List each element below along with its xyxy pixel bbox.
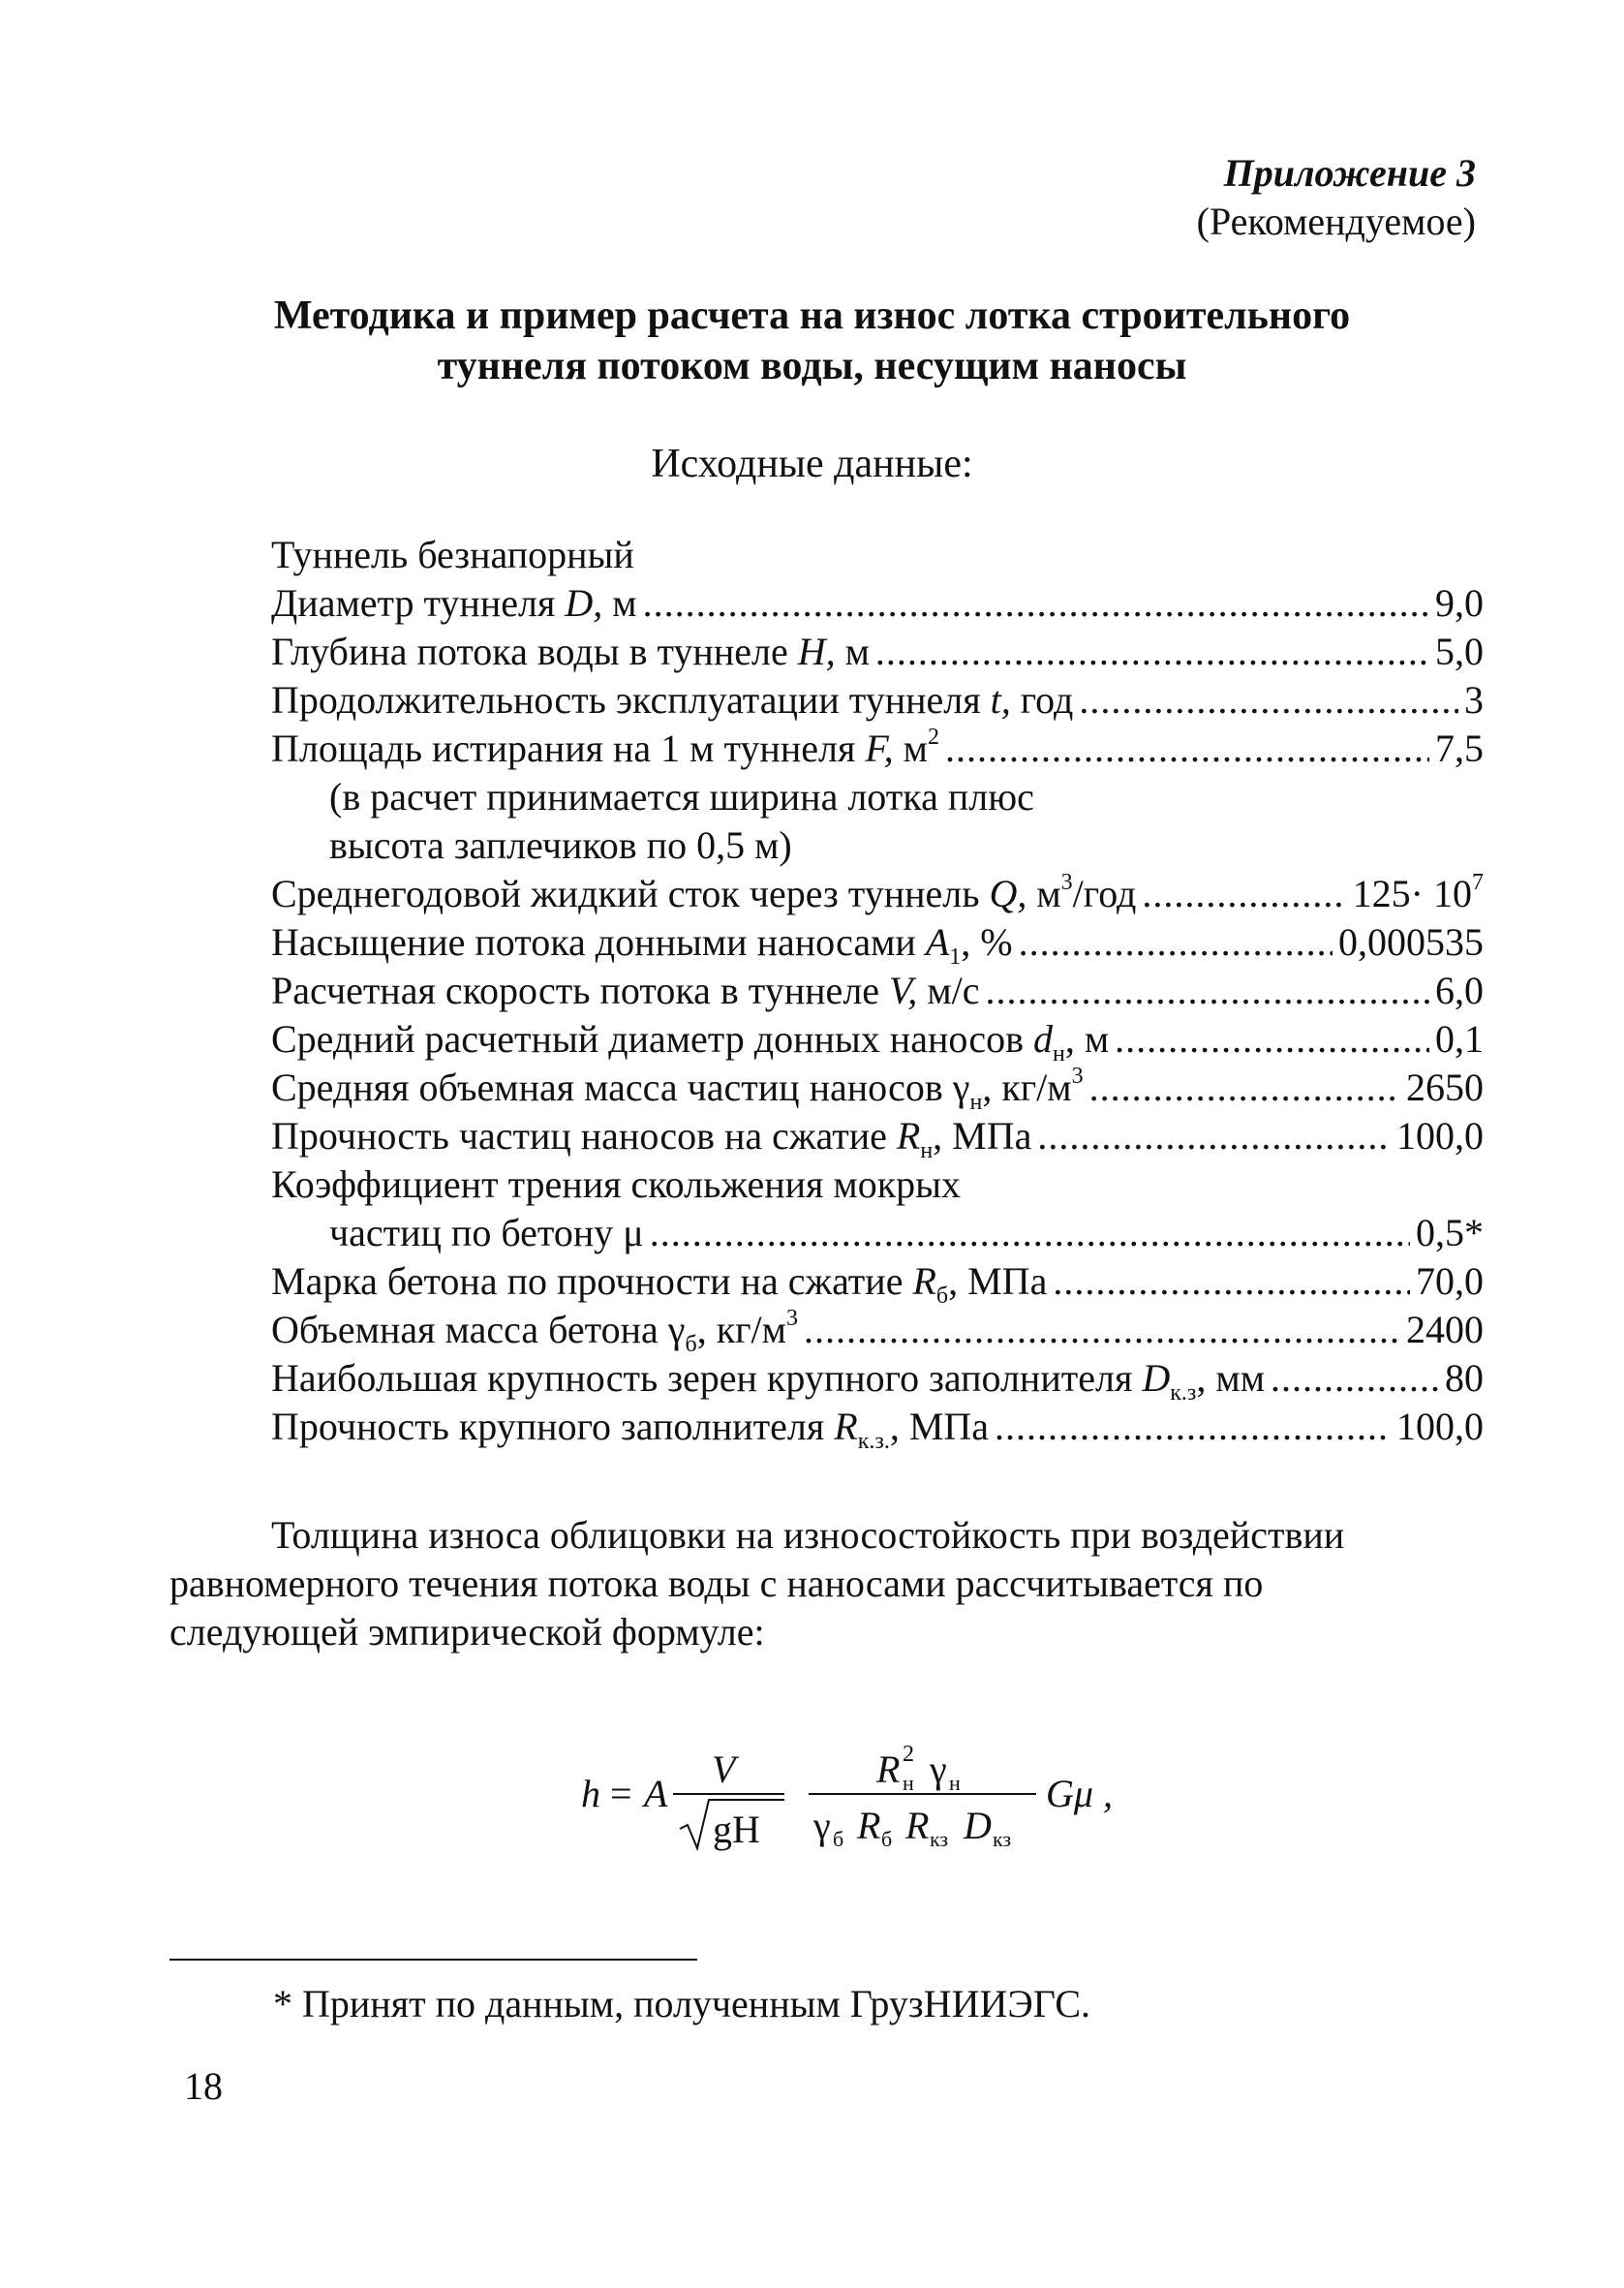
- param-symbol: D,: [565, 581, 603, 625]
- title-line-1: Методика и пример расчета на износ лотка строительного: [273, 294, 1351, 338]
- param-symbol: H,: [797, 630, 836, 673]
- paragraph-line-2: равномерного течения потока воды с наносами рассчитывается по: [169, 1561, 1264, 1605]
- formula-num-r-sub: н: [903, 1771, 914, 1795]
- paragraph-line-1: Толщина износа облицовки на износостойкость при воздействии: [271, 1513, 1345, 1557]
- param-value: 80: [1445, 1356, 1484, 1400]
- param-label: Продолжительность эксплуатации туннеля: [271, 678, 981, 722]
- param-symbol: A: [925, 920, 950, 964]
- param-friction: [271, 1209, 1484, 1257]
- param-label: Площадь истирания на 1 м туннеля: [271, 727, 856, 770]
- formula-den-d: D: [964, 1804, 992, 1847]
- subscript: к.з.: [857, 1429, 890, 1454]
- param-runoff: [271, 870, 1484, 918]
- leader-dots: [1115, 1015, 1429, 1064]
- leader-dots: [986, 967, 1430, 1015]
- param-unit: , м: [1064, 1017, 1110, 1061]
- param-symbol: μ: [623, 1211, 644, 1254]
- footnote: * Принят по данным, полученным ГрузНИИЭГС.: [273, 1982, 1091, 2025]
- formula-den-r2-sub: кз: [930, 1827, 949, 1851]
- param-unit: , МПа: [933, 1114, 1032, 1158]
- param-symbol: t,: [990, 678, 1011, 722]
- param-unit: , кг/м: [982, 1066, 1072, 1109]
- formula-den-gamma: γ: [813, 1804, 831, 1847]
- param-label: частиц по бетону: [329, 1211, 614, 1254]
- param-label: Туннель безнапорный: [271, 533, 634, 576]
- param-unit: м: [903, 727, 928, 770]
- recommended-label: (Рекомендуемое): [1196, 200, 1476, 243]
- param-symbol: γ: [952, 1066, 970, 1109]
- subscript: к.з: [1170, 1380, 1197, 1406]
- param-tunnel-type: [271, 531, 1484, 579]
- param-symbol: R: [912, 1259, 936, 1303]
- param-area-note-1: (в расчет принимается ширина лотка плюс: [329, 775, 1034, 819]
- wear-formula: [542, 1724, 1220, 1860]
- formula-lhs: h: [581, 1772, 600, 1815]
- param-unit: , %: [961, 920, 1013, 964]
- leader-dots: [1089, 1064, 1400, 1112]
- param-area: [271, 725, 1484, 773]
- param-unit: м/с: [927, 969, 980, 1012]
- formula-den-r1-sub: б: [881, 1827, 893, 1851]
- superscript: 7: [1472, 869, 1484, 895]
- param-value: 3: [1464, 678, 1484, 722]
- param-label: Средний расчетный диаметр донных наносов: [271, 1017, 1025, 1061]
- param-unit: м: [1036, 872, 1061, 915]
- subscript: н: [969, 1090, 983, 1115]
- subscript: 1: [949, 944, 962, 970]
- param-depth: [271, 628, 1484, 676]
- leader-dots: [650, 1209, 1410, 1257]
- param-value: 0,1: [1435, 1017, 1484, 1061]
- footnote-divider: [169, 1959, 697, 1961]
- param-velocity: [271, 967, 1484, 1015]
- formula-num-r: R: [876, 1747, 901, 1791]
- leader-dots: [643, 579, 1429, 628]
- formula-den-r2: R: [905, 1804, 930, 1847]
- leader-dots: [1142, 870, 1346, 918]
- param-label: Объемная масса бетона: [271, 1308, 659, 1351]
- leader-dots: [1019, 918, 1333, 967]
- param-label: Средняя объемная масса частиц наносов: [271, 1066, 943, 1109]
- param-concrete-grade: [271, 1257, 1484, 1309]
- formula-sqrt-arg: gH: [713, 1808, 760, 1851]
- param-label: Марка бетона по прочности на сжатие: [271, 1259, 904, 1303]
- formula-den-r1: R: [857, 1804, 881, 1847]
- formula-equals: =: [610, 1772, 632, 1815]
- param-max-grain: [271, 1354, 1484, 1406]
- leader-dots: [1079, 676, 1458, 725]
- param-symbol: d: [1033, 1017, 1054, 1061]
- param-value: 2650: [1406, 1066, 1484, 1109]
- param-symbol: V,: [889, 969, 918, 1012]
- param-value: 9,0: [1435, 581, 1484, 625]
- leader-dots: [1037, 1112, 1391, 1160]
- superscript: 3: [1060, 869, 1073, 895]
- parameter-list: [271, 531, 1484, 1454]
- param-value: 100,0: [1396, 1114, 1484, 1158]
- formula-den-d-sub: кз: [993, 1827, 1012, 1851]
- param-value: 6,0: [1435, 969, 1484, 1012]
- param-unit: , МПа: [889, 1405, 990, 1448]
- formula-tail: Gμ ,: [1046, 1772, 1113, 1815]
- param-grain-diameter: [271, 1015, 1484, 1067]
- superscript: 3: [785, 1305, 798, 1331]
- title-line-2: туннеля потоком воды, несущим наносы: [437, 344, 1187, 388]
- param-value: 125· 10: [1352, 872, 1472, 915]
- leader-dots: [875, 628, 1429, 676]
- param-label: Глубина потока воды в туннеле: [271, 630, 788, 673]
- param-aggregate-strength: [271, 1403, 1484, 1454]
- superscript: 3: [1071, 1063, 1084, 1089]
- param-label: Прочность крупного заполнителя: [271, 1405, 825, 1448]
- paragraph-line-3: следующей эмпирической формуле:: [169, 1610, 765, 1654]
- param-unit: , мм: [1196, 1356, 1265, 1400]
- param-value: 100,0: [1396, 1405, 1484, 1448]
- param-unit-suffix: /год: [1072, 872, 1137, 915]
- param-symbol: γ: [667, 1308, 686, 1351]
- param-area-note-2: высота заплечиков по 0,5 м): [329, 823, 792, 867]
- leader-dots: [804, 1306, 1400, 1354]
- param-label: Насыщение потока донными наносами: [271, 920, 916, 964]
- param-label: Диаметр туннеля: [271, 581, 556, 625]
- param-value: 0,000535: [1338, 920, 1484, 964]
- param-unit: , МПа: [948, 1259, 1048, 1303]
- param-value: 2400: [1406, 1308, 1484, 1351]
- param-unit: м: [844, 630, 870, 673]
- document-title: [194, 291, 1430, 391]
- param-value: 7,5: [1435, 727, 1484, 770]
- param-label: Расчетная скорость потока в туннеле: [271, 969, 880, 1012]
- param-label: Наибольшая крупность зерен крупного заполнителя: [271, 1356, 1133, 1400]
- formula-den-gamma-sub: б: [833, 1827, 844, 1851]
- param-particle-mass: [271, 1063, 1484, 1115]
- param-concrete-mass: [271, 1305, 1484, 1357]
- param-value: 70,0: [1416, 1259, 1484, 1303]
- subscript: б: [685, 1332, 697, 1357]
- param-label: Прочность частиц наносов на сжатие: [271, 1114, 887, 1158]
- param-unit: год: [1020, 678, 1074, 722]
- param-symbol: F,: [865, 727, 894, 770]
- subscript: б: [935, 1283, 949, 1309]
- subscript: н: [1053, 1041, 1065, 1067]
- param-diameter: [271, 579, 1484, 628]
- param-symbol: Q,: [989, 872, 1027, 915]
- param-symbol: D: [1142, 1356, 1171, 1400]
- leader-dots: [995, 1403, 1391, 1451]
- formula-coef-a: A: [644, 1772, 668, 1815]
- param-particle-strength: [271, 1112, 1484, 1163]
- formula-num-gamma: γ: [930, 1747, 947, 1791]
- param-label: Среднегодовой жидкий сток через туннель: [271, 872, 980, 915]
- leader-dots: [1271, 1354, 1439, 1403]
- superscript: 2: [927, 724, 939, 750]
- param-value: 5,0: [1435, 630, 1484, 673]
- param-value: 0,5*: [1416, 1211, 1484, 1254]
- param-unit: , кг/м: [696, 1308, 786, 1351]
- body-paragraph: [169, 1511, 1464, 1656]
- section-subtitle: Исходные данные:: [651, 442, 973, 486]
- param-duration: [271, 676, 1484, 725]
- formula-num-gamma-sub: н: [949, 1771, 961, 1795]
- param-friction-line-1: Коэффициент трения скольжения мокрых: [271, 1162, 962, 1206]
- param-unit: м: [612, 581, 637, 625]
- param-symbol: R: [896, 1114, 921, 1158]
- appendix-label: Приложение 3: [1223, 151, 1476, 195]
- leader-dots: [1053, 1257, 1410, 1306]
- param-symbol: R: [834, 1405, 858, 1448]
- page-number: 18: [184, 2064, 223, 2108]
- param-saturation: [271, 918, 1484, 970]
- formula-velocity: V: [712, 1747, 736, 1791]
- formula-num-r-sup: 2: [903, 1742, 914, 1767]
- subscript: н: [920, 1138, 934, 1163]
- leader-dots: [945, 725, 1429, 773]
